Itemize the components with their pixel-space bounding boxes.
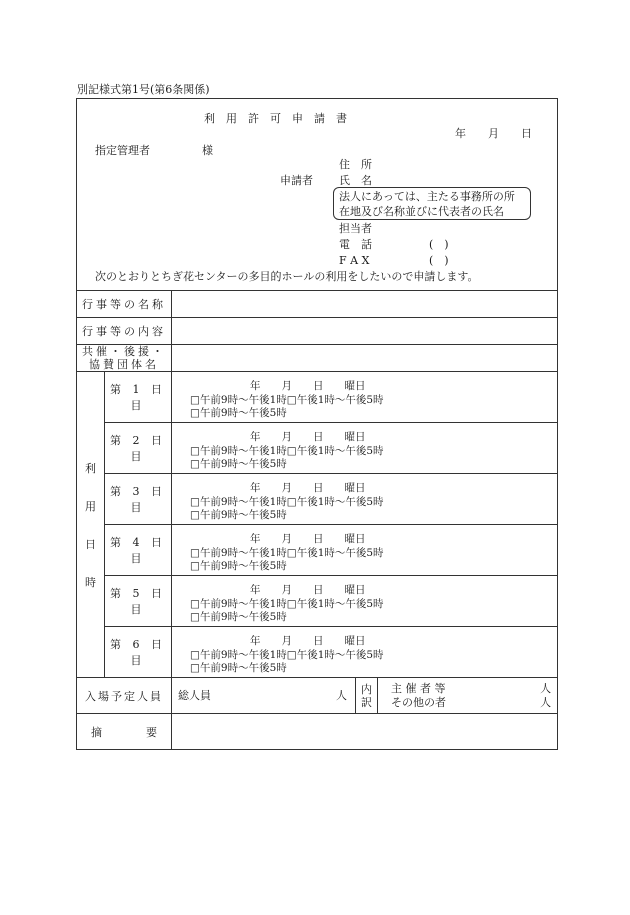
application-form-table	[76, 98, 558, 750]
total-attendance-field[interactable]	[172, 678, 356, 714]
date-line: 年 月 日	[455, 127, 532, 140]
name-label: 氏 名	[339, 174, 372, 187]
contact-person-label: 担当者	[339, 222, 372, 235]
day-4-label: 第 4 日 目	[105, 525, 172, 576]
sponsors-label	[77, 345, 172, 372]
day-2-date: 年 月 日 曜日	[250, 431, 366, 443]
breakdown-char-2: 訳	[361, 695, 372, 709]
remarks-field[interactable]	[172, 714, 558, 750]
usage-char-4: 時	[85, 575, 96, 589]
total-attendance-unit: 人	[336, 689, 347, 702]
day-5-options[interactable]: □午前9時～午後1時□午後1時～午後5時	[190, 598, 384, 610]
breakdown-label	[356, 678, 378, 714]
corporate-note-line1: 法人にあっては、主たる事務所の所	[339, 190, 515, 203]
form-number-label: 別記様式第1号(第6条関係)	[77, 83, 210, 96]
breakdown-field[interactable]	[378, 678, 558, 714]
day-3-date: 年 月 日 曜日	[250, 482, 366, 494]
honorific: 様	[202, 144, 213, 157]
remarks-label: 摘 要	[77, 714, 172, 750]
sponsors-field[interactable]	[172, 345, 558, 372]
day-3-label: 第 3 日 目	[105, 474, 172, 525]
usage-char-3: 日	[85, 537, 96, 551]
applicant-label: 申請者	[280, 174, 313, 187]
form-title: 利 用 許 可 申 請 書	[204, 112, 347, 125]
day-5-date: 年 月 日 曜日	[250, 584, 366, 596]
day-5-allday[interactable]: □午前9時～午後5時	[190, 611, 287, 623]
day-4-date: 年 月 日 曜日	[250, 533, 366, 545]
phone-label: 電 話	[339, 238, 372, 251]
day-1-options[interactable]: □午前9時～午後1時□午後1時～午後5時	[190, 394, 384, 406]
day-5-slot[interactable]	[172, 576, 558, 627]
sponsors-label-line2: 協賛団体名	[89, 358, 159, 371]
corporate-note-line2: 在地及び名称並びに代表者の氏名	[339, 205, 504, 218]
day-1-allday[interactable]: □午前9時～午後5時	[190, 407, 287, 419]
day-4-allday[interactable]: □午前9時～午後5時	[190, 560, 287, 572]
attendance-label: 入場予定人員	[77, 678, 172, 714]
others-label: その他の者	[391, 696, 446, 709]
usage-datetime-label	[77, 372, 105, 678]
organizer-unit: 人	[540, 682, 552, 695]
event-name-field[interactable]	[172, 291, 558, 318]
day-4-options[interactable]: □午前9時～午後1時□午後1時～午後5時	[190, 547, 384, 559]
sponsors-label-line1: 共催・後援・	[82, 345, 166, 358]
day-3-allday[interactable]: □午前9時～午後5時	[190, 509, 287, 521]
organizer-label: 主 催 者 等	[391, 682, 446, 695]
usage-char-2: 用	[85, 499, 96, 513]
fax-label: F A X	[339, 254, 370, 267]
day-5-label: 第 5 日 目	[105, 576, 172, 627]
event-content-label: 行事等の内容	[77, 318, 172, 345]
day-3-options[interactable]: □午前9時～午後1時□午後1時～午後5時	[190, 496, 384, 508]
day-6-allday[interactable]: □午前9時～午後5時	[190, 662, 287, 674]
application-statement: 次のとおりとちぎ花センターの多目的ホールの利用をしたいので申請します。	[95, 270, 479, 283]
day-6-slot[interactable]	[172, 627, 558, 678]
others-unit: 人	[540, 696, 552, 709]
day-2-label: 第 2 日 目	[105, 423, 172, 474]
form-header	[77, 99, 558, 291]
address-label: 住 所	[339, 158, 372, 171]
day-4-slot[interactable]	[172, 525, 558, 576]
breakdown-char-1: 内	[361, 682, 372, 696]
fax-parens: ( )	[429, 254, 449, 267]
day-1-label: 第 1 日 目	[105, 372, 172, 423]
phone-parens: ( )	[429, 238, 449, 251]
day-3-slot[interactable]	[172, 474, 558, 525]
day-2-slot[interactable]	[172, 423, 558, 474]
day-6-label: 第 6 日 目	[105, 627, 172, 678]
day-6-date: 年 月 日 曜日	[250, 635, 366, 647]
addressee: 指定管理者	[95, 144, 150, 157]
day-1-slot[interactable]	[172, 372, 558, 423]
day-6-options[interactable]: □午前9時～午後1時□午後1時～午後5時	[190, 649, 384, 661]
day-2-allday[interactable]: □午前9時～午後5時	[190, 458, 287, 470]
event-name-label: 行事等の名称	[77, 291, 172, 318]
day-1-date: 年 月 日 曜日	[250, 380, 366, 392]
event-content-field[interactable]	[172, 318, 558, 345]
total-attendance-label: 総人員	[178, 689, 211, 702]
usage-char-1: 利	[85, 461, 96, 475]
day-2-options[interactable]: □午前9時～午後1時□午後1時～午後5時	[190, 445, 384, 457]
